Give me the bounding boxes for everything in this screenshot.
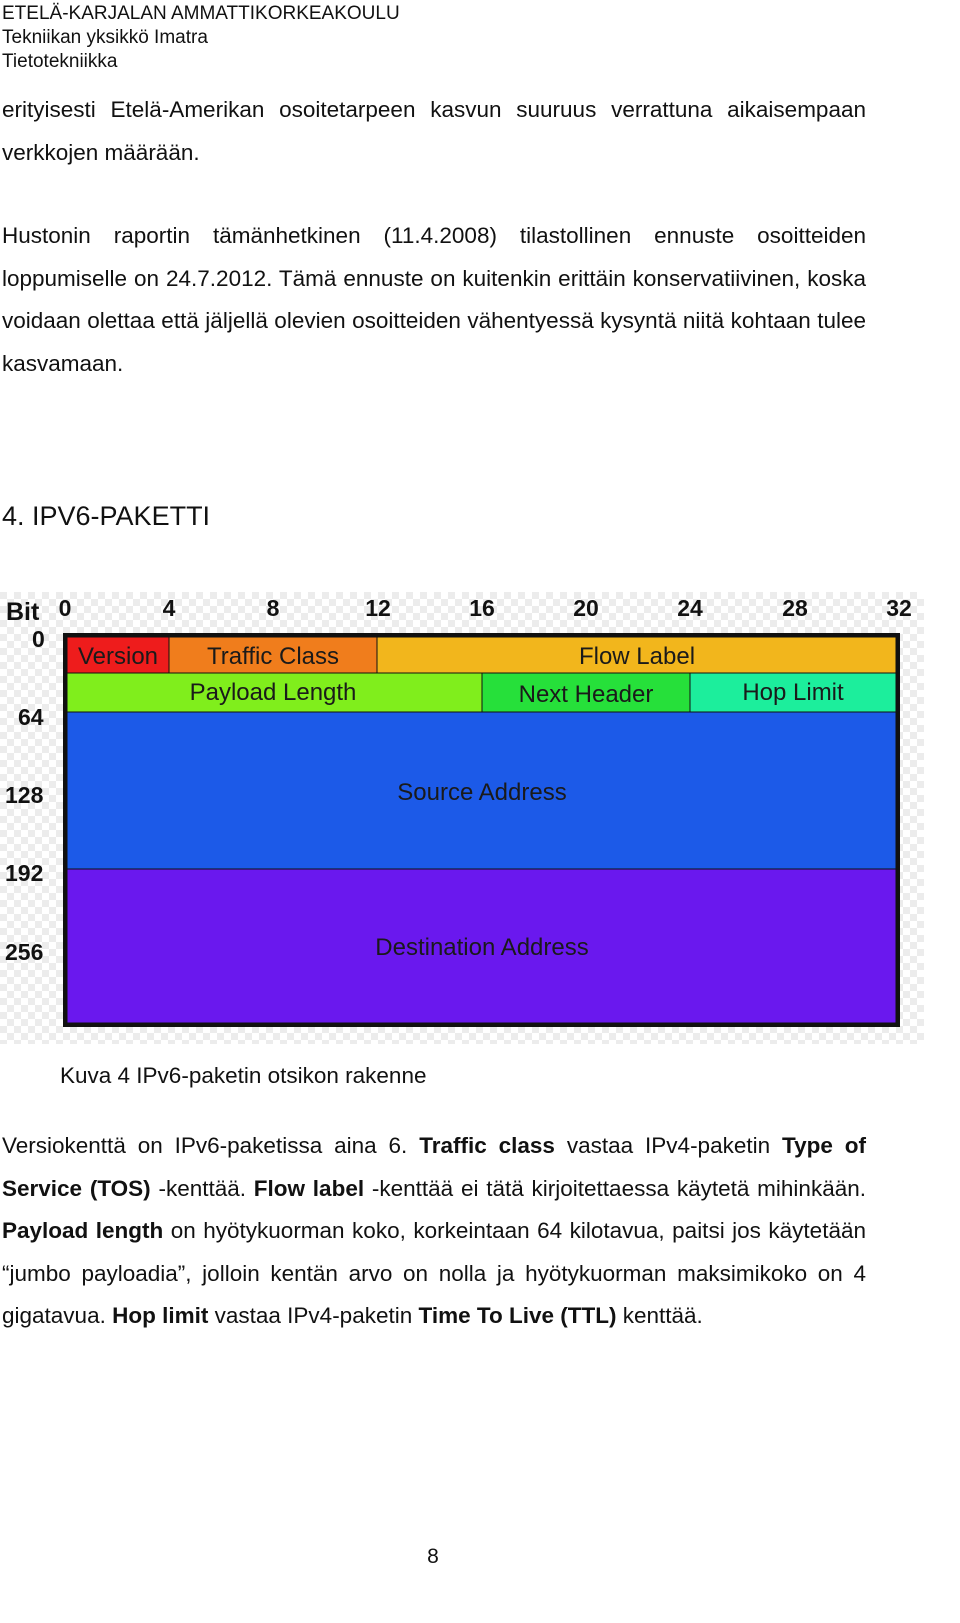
row-label: 0 <box>32 626 45 652</box>
term-traffic-class: Traffic class <box>419 1133 555 1158</box>
bit-tick: 24 <box>677 595 703 621</box>
unit-name: Tekniikan yksikkö Imatra <box>2 27 208 48</box>
text-segment: vastaa IPv4-paketin <box>566 1133 771 1158</box>
text-segment: kenttää. <box>622 1303 703 1328</box>
department-name: Tietotekniikka <box>2 51 118 72</box>
paragraph-2: Hustonin raportin tämänhetkinen (11.4.2008) tilastollinen ennuste osoitteiden loppumiselle on 24.7.2012. Tämä ennuste on kuitenkin erittäin konservatiivinen, koska voidaan olettaa että jäljellä olevien osoitteiden vähentyessä kysyntä niitä kohtaan tulee kasvamaan. <box>2 223 866 376</box>
section-heading: 4. IPV6-PAKETTI <box>2 501 211 531</box>
label-version: Version <box>77 643 159 670</box>
text-segment: vastaa IPv4-paketin <box>214 1303 413 1328</box>
term-type-of-service: Type of Service (TOS) <box>2 1133 867 1201</box>
page-number: 8 <box>427 1545 439 1568</box>
ipv6-header-diagram <box>0 592 924 1044</box>
term-flow-label: Flow label <box>253 1175 365 1201</box>
row-label: 256 <box>5 939 44 965</box>
label-next-header: Next Header <box>518 681 654 708</box>
text-segment: -kenttää. <box>158 1175 247 1201</box>
paragraph-1: erityisesti Etelä-Amerikan osoitetarpeen kasvun suuruus verrattuna aikaisempaan verkkojen määrään. <box>2 97 866 165</box>
text-segment: on hyötykuorman koko, korkeintaan 64 kilotavua, paitsi jos käytetään “jumbo payloadia”, jolloin kentän arvo on nolla ja hyötykuorman maksimikoko on 4 gigatavua. <box>2 1218 866 1328</box>
institution-name: ETELÄ-KARJALAN AMMATTIKORKEAKOULU <box>2 3 400 24</box>
text-segment: -kenttää ei tätä kirjoitettaessa käytetä mihinkään. <box>371 1175 866 1201</box>
bit-tick: 4 <box>162 595 176 621</box>
term-payload-length: Payload length <box>2 1218 164 1243</box>
bit-tick: 12 <box>365 595 391 621</box>
row-label: 128 <box>5 782 44 808</box>
row-label: 64 <box>18 704 44 730</box>
bit-tick: 16 <box>469 595 495 621</box>
label-traffic-class: Traffic Class <box>206 643 340 670</box>
label-destination-address: Destination Address <box>375 934 589 961</box>
bit-label: Bit <box>6 598 40 626</box>
figure-caption: Kuva 4 IPv6-paketin otsikon rakenne <box>60 1063 427 1088</box>
bit-tick: 8 <box>266 595 280 621</box>
bit-tick: 0 <box>58 595 72 621</box>
row-label: 192 <box>5 860 44 886</box>
bit-tick: 28 <box>782 595 808 621</box>
term-time-to-live: Time To Live (TTL) <box>418 1303 617 1328</box>
term-hop-limit: Hop limit <box>112 1303 209 1328</box>
body-paragraph <box>2 1125 866 1338</box>
bit-tick: 32 <box>886 595 912 621</box>
sentence-version: Versiokenttä on IPv6-paketissa aina 6. <box>2 1133 408 1158</box>
label-flow-label: Flow Label <box>578 643 696 670</box>
bit-tick: 20 <box>573 595 599 621</box>
label-hop-limit: Hop Limit <box>742 679 844 706</box>
label-source-address: Source Address <box>397 779 567 806</box>
document-header <box>2 2 400 74</box>
label-payload-length: Payload Length <box>189 679 357 706</box>
